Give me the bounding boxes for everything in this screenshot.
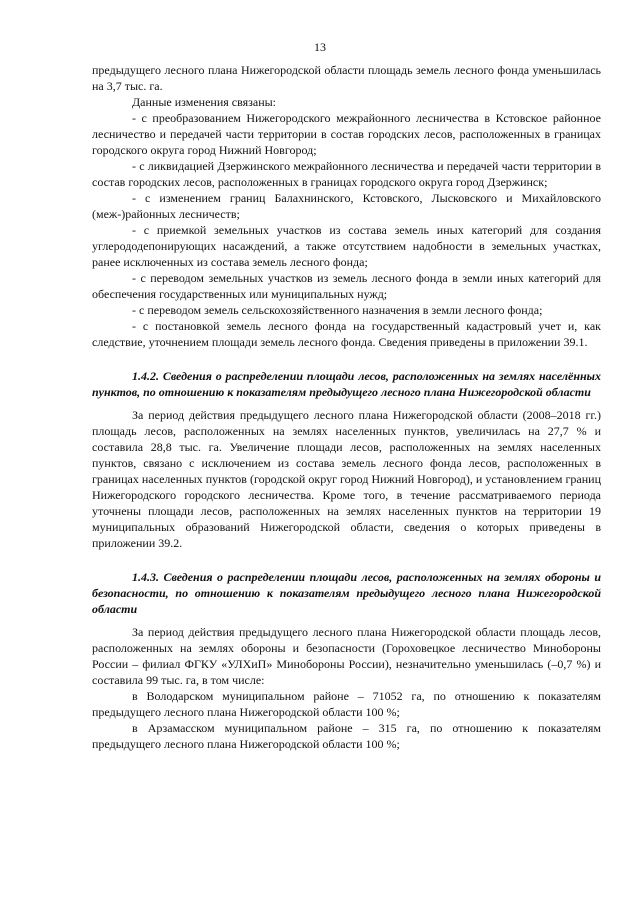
spacer (92, 617, 601, 624)
section-heading-1-4-2: 1.4.2. Сведения о распределении площади лесов, расположенных на землях населённых пунктов, по отношению к показателям предыдущего лесного плана Нижегородской области (92, 369, 601, 399)
spacer (92, 350, 601, 368)
section-heading-1-4-3: 1.4.3. Сведения о распределении площади лесов, расположенных на землях обороны и безопасности, по отношению к показателям предыдущего лесного плана Нижегородской области (92, 570, 601, 616)
section-text-1-4-3: За период действия предыдущего лесного плана Нижегородской области площадь лесов, расположенных на землях обороны и безопасности (Гороховецкое лесничество Минобороны России – филиал ФГКУ «УЛХиП» Минобороны России), незначительно уменьшилась (–0,7 %) и составила 99 тыс. га, в том числе: (92, 625, 601, 687)
list-item: - с переводом земельных участков из земель лесного фонда в земли иных категорий для обеспечения государственных или муниципальных нужд; (92, 271, 601, 301)
section-text-1-4-2: За период действия предыдущего лесного плана Нижегородской области (2008–2018 гг.) площадь лесов, расположенных на землях населенных пунктов, увеличилась на 27,7 % и составила 28,8 тыс. га. Увеличение площади лесов, расположенных на землях населенных пунктов, связано с исключением из состава земель лесного фонда лесов, расположенных в границах населенных пунктов (городской округ город Нижний Новгород), и установлением границ Нижегородского городского лесничества. Кроме того, в течение рассматриваемого периода уточнены площади лесов, расположенных на землях населенных пунктов на территории 19 муниципальных образований Нижегородской области, сведения о которых приведены в приложении 39.2. (92, 408, 601, 550)
paragraph-reasons-lead: Данные изменения связаны: (132, 95, 277, 109)
list-item: - с изменением границ Балахнинского, Кстовского, Лысковского и Михайловского (меж-)районных лесничеств; (92, 191, 601, 221)
spacer (92, 551, 601, 569)
list-item: в Володарском муниципальном районе – 71052 га, по отношению к показателям предыдущего лесного плана Нижегородской области 100 %; (92, 689, 601, 719)
list-item: - с ликвидацией Дзержинского межрайонного лесничества и передачей части территории в состав городских лесов, расположенных в границах городского округа город Дзержинск; (92, 159, 601, 189)
paragraph-intro: предыдущего лесного плана Нижегородской области площадь земель лесного фонда уменьшилась на 3,7 тыс. га. (92, 63, 601, 93)
list-item: в Арзамасском муниципальном районе – 315 га, по отношению к показателям предыдущего лесного плана Нижегородской области 100 %; (92, 721, 601, 751)
page-number: 13 (314, 40, 326, 54)
page-content (92, 62, 601, 752)
spacer (92, 400, 601, 407)
list-item: - с преобразованием Нижегородского межрайонного лесничества в Кстовское районное лесничество и передачей части территории в состав городских лесов, расположенных в границах городского округа город Нижний Новгород; (92, 111, 601, 157)
list-item: - с постановкой земель лесного фонда на государственный кадастровый учет и, как следствие, уточнением площади земель лесного фонда. Сведения приведены в приложении 39.1. (92, 319, 601, 349)
list-item: - с переводом земель сельскохозяйственного назначения в земли лесного фонда; (132, 303, 543, 317)
list-item: - с приемкой земельных участков из состава земель иных категорий для создания углерододепонирующих насаждений, а также отсутствием надобности в земельных участках, ранее исключенных из состава земель лесного фонда; (92, 223, 601, 269)
